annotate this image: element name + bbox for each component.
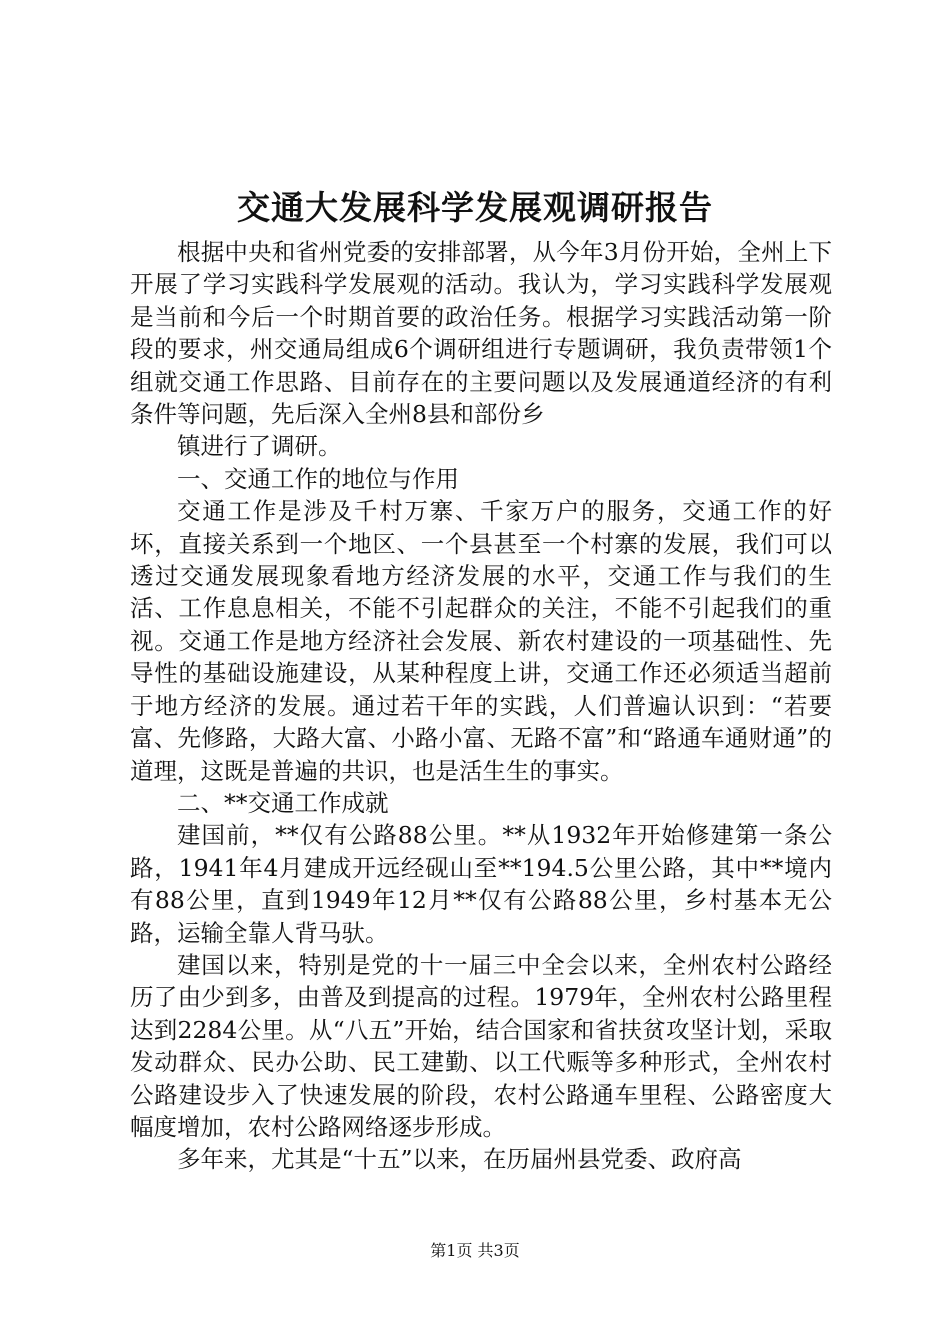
paragraph: 根据中央和省州党委的安排部署，从今年3月份开始，全州上下开展了学习实践科学发展观的活动。我认为，学习实践科学发展观是当前和今后一个时期首要的政治任务。根据学习实践活动第一阶段的要求，州交通局组成6个调研组进行专题调研，我负责带领1个组就交通工作思路、目前存在的主要问题以及发展通道经济的有利条件等问题，先后深入全州8县和部份乡 bbox=[130, 238, 832, 429]
page-footer: 第1页 共3页 bbox=[430, 1241, 520, 1260]
section-heading: 一、交通工作的地位与作用 bbox=[177, 464, 459, 493]
document-body bbox=[130, 236, 832, 1176]
paragraph: 多年来，尤其是“十五”以来，在历届州县党委、政府高 bbox=[177, 1145, 742, 1174]
document-title: 交通大发展科学发展观调研报告 bbox=[237, 188, 713, 227]
paragraph: 交通工作是涉及千村万寨、千家万户的服务，交通工作的好坏，直接关系到一个地区、一个县甚至一个村寨的发展，我们可以透过交通发展现象看地方经济发展的水平，交通工作与我们的生活、工作息息相关，不能不引起群众的关注，不能不引起我们的重视。交通工作是地方经济社会发展、新农村建设的一项基础性、先导性的基础设施建设，从某种程度上讲，交通工作还必须适当超前于地方经济的发展。通过若干年的实践，人们普遍认识到：“若要富、先修路，大路大富、小路小富、无路不富”和“路通车通财通”的道理，这既是普遍的共识，也是活生生的事实。 bbox=[130, 497, 832, 785]
paragraph: 镇进行了调研。 bbox=[177, 432, 342, 461]
section-heading: 二、**交通工作成就 bbox=[177, 788, 389, 817]
paragraph: 建国前，**仅有公路88公里。**从1932年开始修建第一条公路，1941年4月建成开远经砚山至**194.5公里公路，其中**境内有88公里，直到1949年12月**仅有公路88公里，乡村基本无公路，运输全靠人背马驮。 bbox=[130, 821, 832, 947]
paragraph: 建国以来，特别是党的十一届三中全会以来，全州农村公路经历了由少到多，由普及到提高的过程。1979年，全州农村公路里程达到2284公里。从“八五”开始，结合国家和省扶贫攻坚计划，采取发动群众、民办公助、民工建勤、以工代赈等多种形式，全州农村公路建设步入了快速发展的阶段，农村公路通车里程、公路密度大幅度增加，农村公路网络逐步形成。 bbox=[130, 950, 832, 1141]
